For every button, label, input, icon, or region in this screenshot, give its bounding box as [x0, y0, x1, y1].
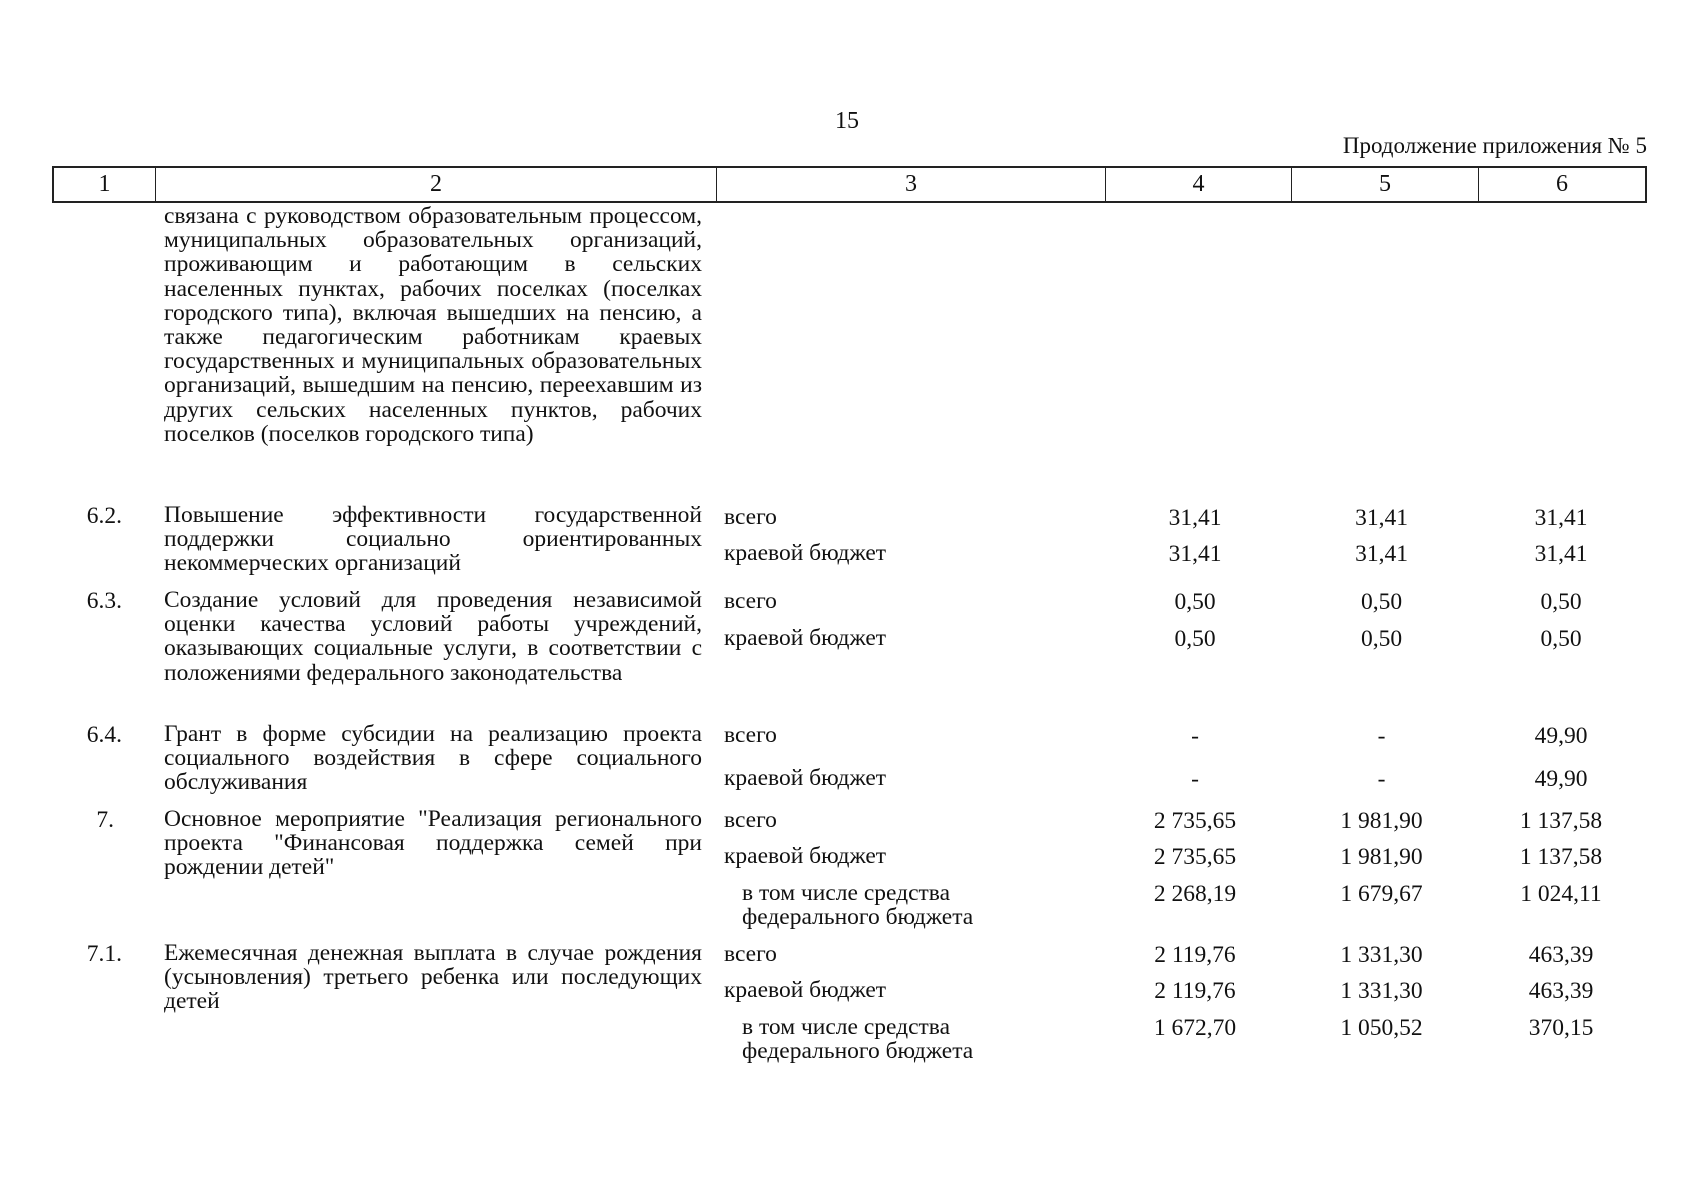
row-description: Грант в форме субсидии на реализацию проекта социального воздействия в сфере социального обслуживания [164, 721, 702, 796]
value-col-6: 0,50 [1540, 626, 1582, 652]
row-number: 7.1. [86, 941, 122, 967]
funding-source-line-1: в том числе средства [742, 1014, 951, 1040]
funding-source-line-2: федерального бюджета [742, 1038, 974, 1064]
funding-source: краевой бюджет [724, 843, 887, 869]
value-col-4: 0,50 [1174, 589, 1216, 615]
value-col-5: - [1377, 766, 1386, 792]
value-col-5: 1 050,52 [1340, 1015, 1423, 1041]
header-col-1: 1 [54, 168, 156, 201]
value-col-6: 1 024,11 [1520, 881, 1602, 907]
value-col-6: 49,90 [1534, 766, 1588, 792]
table-header-row [52, 166, 1647, 203]
funding-source: всего [724, 807, 777, 833]
funding-source: краевой бюджет [724, 977, 887, 1003]
value-col-4: 0,50 [1174, 626, 1216, 652]
continuation-label: Продолжение приложения № 5 [1342, 133, 1647, 158]
value-col-4: 1 672,70 [1153, 1015, 1237, 1041]
funding-source: всего [724, 504, 777, 530]
value-col-4: 2 119,76 [1154, 942, 1236, 968]
header-col-2: 2 [156, 168, 717, 201]
value-col-4: 2 119,76 [1154, 978, 1236, 1004]
value-col-6: 31,41 [1534, 505, 1588, 531]
value-col-4: 31,41 [1168, 541, 1222, 567]
header-col-5: 5 [1292, 168, 1479, 201]
value-col-6: 463,39 [1528, 978, 1594, 1004]
row-number: 6.4. [86, 722, 122, 748]
header-col-3: 3 [717, 168, 1106, 201]
value-col-5: - [1377, 723, 1386, 749]
row-number: 6.3. [86, 588, 122, 614]
value-col-4: 31,41 [1168, 505, 1222, 531]
value-col-5: 31,41 [1355, 541, 1408, 567]
value-col-5: 1 981,90 [1340, 808, 1423, 834]
value-col-6: 1 137,58 [1519, 844, 1603, 870]
value-col-5: 1 981,90 [1340, 844, 1423, 870]
funding-source: всего [724, 588, 777, 614]
value-col-4: 2 735,65 [1153, 844, 1237, 870]
value-col-5: 1 331,30 [1340, 942, 1423, 968]
row-continued-description: связана с руководством образовательным процессом, муниципальных образовательных организаций, проживающим и работающим в сельских населенных пунктах, рабочих поселках (поселках городского типа), включая вышедших на пенсию, а также педагогическим работникам краевых государственных и муниципальных образовательных организаций, вышедшим на пенсию, переехавшим из других сельских населенных пунктов, рабочих поселков (поселков городского типа) [164, 203, 702, 447]
value-col-6: 0,50 [1540, 589, 1582, 615]
value-col-5: 0,50 [1360, 626, 1403, 652]
funding-source: краевой бюджет [724, 625, 887, 651]
value-col-6: 1 137,58 [1519, 808, 1603, 834]
funding-source-line-1: в том числе средства [742, 880, 951, 906]
row-description: Ежемесячная денежная выплата в случае рождения (усыновления) третьего ребенка или последующих детей [164, 940, 702, 1015]
header-col-6: 6 [1556, 171, 1568, 197]
value-col-4: 2 735,65 [1153, 808, 1237, 834]
value-col-5: 1 679,67 [1340, 881, 1423, 907]
row-description: Создание условий для проведения независимой оценки качества условий работы учреждений, оказывающих социальные услуги, в соответствии с положениями федерального законодательства [164, 587, 702, 686]
value-col-4: - [1191, 723, 1199, 749]
value-col-5: 0,50 [1360, 589, 1403, 615]
value-col-6: 370,15 [1528, 1015, 1594, 1041]
row-number: 7. [96, 807, 114, 833]
value-col-6: 49,90 [1534, 723, 1588, 749]
page-number: 15 [835, 108, 859, 134]
funding-source-line-2: федерального бюджета [742, 904, 974, 930]
funding-source: краевой бюджет [724, 765, 887, 791]
value-col-6: 463,39 [1528, 942, 1594, 968]
row-description: Повышение эффективности государственной поддержки социально ориентированных некоммерческих организаций [164, 502, 702, 577]
header-col-4: 4 [1106, 168, 1292, 201]
value-col-4: - [1191, 766, 1199, 792]
value-col-5: 1 331,30 [1340, 978, 1423, 1004]
value-col-5: 31,41 [1355, 505, 1408, 531]
funding-source: краевой бюджет [724, 540, 887, 566]
funding-source: всего [724, 722, 777, 748]
value-col-4: 2 268,19 [1153, 881, 1237, 907]
row-description: Основное мероприятие "Реализация регионального проекта "Финансовая поддержка семей при рождении детей" [164, 806, 702, 881]
funding-source: всего [724, 941, 777, 967]
value-col-6: 31,41 [1534, 541, 1588, 567]
row-number: 6.2. [86, 503, 122, 529]
